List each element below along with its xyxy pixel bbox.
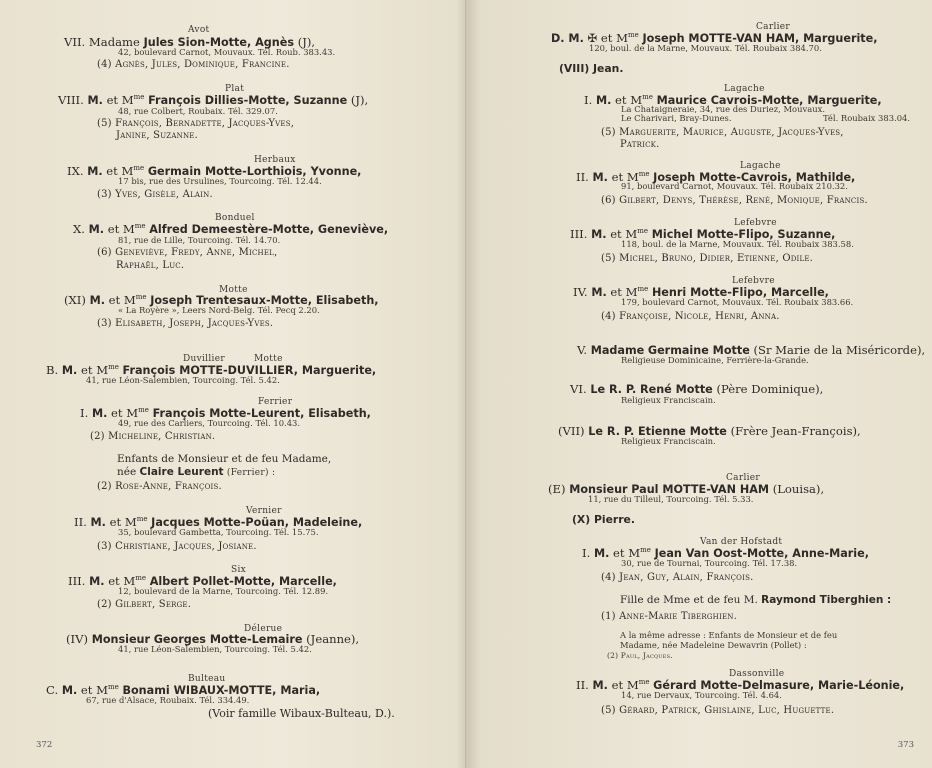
entry-heading: (VII) Le R. P. Etienne Motte (Frère Jean-François), [558,424,861,438]
maiden-name: Vernier [246,506,282,516]
note-line: Fille de Mme et de feu M. Raymond Tiberghien : [620,594,892,606]
entry-address: 30, rue de Tournai, Tourcoing. Tél. 17.38. [621,558,798,568]
children-list: (2) Paul, Jacques. [607,651,673,660]
children-list: (3) Elisabeth, Joseph, Jacques-Yves. [97,318,274,329]
children-list-cont: Janine, Suzanne. [116,130,198,141]
same-address-note: Madame, née Madeleine Dewavrin (Pollet) : [620,640,807,650]
entry-address: Religieux Franciscain. [621,436,716,446]
maiden-name: Lefebvre [734,218,777,228]
cross-icon: ✠ [587,31,598,45]
entry-phone: Tél. Roubaix 383.04. [823,113,911,123]
maiden-name: Carlier [726,473,761,483]
entry-address: 81, rue de Lille, Tourcoing. Tél. 14.70. [118,235,281,245]
entry-address: 14, rue Dervaux, Tourcoing. Tél. 4.64. [621,690,782,700]
maiden-name: Van der Hofstadt [700,537,783,547]
children-list: (4) Jean, Guy, Alain, François. [601,572,754,583]
entry-heading: IX. M. et $M^{me}$ Germain Motte-Lorthiois, Yvonne, [67,164,362,178]
entry-heading: II. M. et $M^{me}$ Gérard Motte-Delmasure, Marie-Léonie, [576,678,905,692]
children-list: (2) Gilbert, Serge. [97,599,192,610]
entry-address: 12, boulevard de la Marne, Tourcoing. Tél. 12.89. [118,586,329,596]
children-list: (6) Geneviève, Fredy, Anne, Michel, [97,247,278,258]
entry-address: 42, boulevard Carnot, Mouvaux. Tél. Roub. 383.43. [118,47,336,57]
children-list: (4) Agnès, Jules, Dominique, Francine. [97,59,290,70]
entry-address: Religieuse Dominicaine, Ferrière-la-Grande. [621,355,809,365]
children-list: (2) Micheline, Christian. [90,431,216,442]
children-list-cont: Patrick. [620,139,660,150]
page-number: 373 [897,740,914,750]
entry-heading: VIII. M. et $M^{me}$ François Dillies-Motte, Suzanne (J), [58,93,369,107]
entry-address: 91, boulevard Carnot, Mouvaux. Tél. Roubaix 210.32. [621,181,848,191]
children-list: (6) Gilbert, Denys, Thérèse, René, Monique, Francis. [601,195,868,206]
children-list: (5) Marguerite, Maurice, Auguste, Jacques-Yves, [601,127,844,138]
maiden-name: Carlier [756,22,791,32]
note-line: Enfants de Monsieur et de feu Madame, [117,453,332,465]
entry-address: 48, rue Colbert, Roubaix. Tél. 329.07. [118,106,278,116]
entry-address: 120, boul. de la Marne, Mouvaux. Tél. Roubaix 384.70. [589,43,822,53]
child-heading: (X) Pierre. [572,513,635,526]
child-heading: (VIII) Jean. [559,62,624,75]
entry-heading: V. Madame Germaine Motte (Sr Marie de la Miséricorde), [577,343,926,357]
entry-address: Religieux Franciscain. [621,395,716,405]
children-list: (3) Yves, Gisèle, Alain. [97,189,213,200]
note-line: née Claire Leurent (Ferrier) : [117,466,276,478]
entry-heading: III. M. et $M^{me}$ Albert Pollet-Motte, Marcelle, [68,574,337,588]
maiden-name: Lefebvre [732,276,775,286]
right-page [466,0,932,768]
maiden-name: Bulteau [188,674,226,684]
maiden-name: Herbaux [254,155,296,165]
entry-address: 41, rue Léon-Salembien, Tourcoing. Tél. 5.42. [86,375,280,385]
entry-heading: B. M. et $M^{me}$ François MOTTE-DUVILLIER, Marguerite, [46,363,377,377]
entry-address: 35, boulevard Gambetta, Tourcoing. Tél. 15.75. [118,527,319,537]
entry-address: 49, rue des Carliers, Tourcoing. Tél. 10.43. [118,418,301,428]
see-also-reference: (Voir famille Wibaux-Bulteau, D.). [208,707,395,720]
entry-heading: I. M. et $M^{me}$ Maurice Cavrois-Motte, Marguerite, [584,93,882,107]
entry-address: 41, rue Léon-Salembien, Tourcoing. Tél. 5.42. [118,644,312,654]
entry-address: 67, rue d'Alsace, Roubaix. Tél. 334.49. [86,695,250,705]
entry-address: 118, boul. de la Marne, Mouvaux. Tél. Roubaix 383.58. [621,239,854,249]
entry-address: La Chataigneraie, 34, rue des Duriez, Mouvaux. [621,104,825,114]
maiden-name: Lagache [724,84,765,94]
entry-heading: D. M. ✠ et $M^{me}$ Joseph MOTTE-VAN HAM, Marguerite, [551,31,878,45]
entry-heading: X. M. et $M^{me}$ Alfred Demeestère-Motte, Geneviève, [73,222,389,236]
page-number: 372 [36,740,53,750]
entry-heading: (XI) M. et $M^{me}$ Joseph Trentesaux-Motte, Elisabeth, [64,293,379,307]
maiden-name: Plat [225,84,245,94]
maiden-name: Bonduel [215,213,255,223]
entry-heading: VII. Madame Jules Sion-Motte, Agnès (J), [64,35,316,49]
entry-heading: (E) Monsieur Paul MOTTE-VAN HAM (Louisa), [548,482,825,496]
children-list: (3) Christiane, Jacques, Josiane. [97,541,257,552]
maiden-name: Ferrier [258,397,293,407]
entry-heading: III. M. et $M^{me}$ Michel Motte-Flipo, Suzanne, [570,227,836,241]
entry-heading: I. M. et $M^{me}$ François Motte-Leurent, Elisabeth, [80,406,371,420]
entry-heading: IV. M. et $M^{me}$ Henri Motte-Flipo, Marcelle, [573,285,829,299]
entry-heading: I. M. et $M^{me}$ Jean Van Oost-Motte, Anne-Marie, [582,546,869,560]
children-list: (4) Françoise, Nicole, Henri, Anna. [601,311,780,322]
same-address-note: A la même adresse : Enfants de Monsieur et de feu [620,630,838,640]
entry-heading: (IV) Monsieur Georges Motte-Lemaire (Jeanne), [66,632,360,646]
maiden-name: Motte [219,285,248,295]
maiden-name: Lagache [740,161,781,171]
children-list: (5) François, Bernadette, Jacques-Yves, [97,118,295,129]
maiden-name: Avot [188,25,210,35]
children-list: (5) Gérard, Patrick, Ghislaine, Luc, Huguette. [601,705,835,716]
children-list: (1) Anne-Marie Tiberghien. [601,611,737,622]
maiden-name: Duvillier [183,354,225,364]
entry-heading: II. M. et $M^{me}$ Jacques Motte-Poüan, Madeleine, [74,515,363,529]
maiden-name: Motte [254,354,283,364]
entry-address: 179, boulevard Carnot, Mouvaux. Tél. Roubaix 383.66. [621,297,854,307]
entry-address-line2: Le Charivari, Bray-Dunes. [621,113,732,123]
children-list: (5) Michel, Bruno, Didier, Etienne, Odile. [601,253,814,264]
entry-heading: II. M. et $M^{me}$ Joseph Motte-Cavrois, Mathilde, [576,170,856,184]
maiden-name: Dassonville [729,669,785,679]
maiden-name: Délerue [244,624,283,634]
entry-address: « La Royère », Leers Nord-Belg. Tél. Pecq 2.20. [118,305,320,315]
entry-heading: VI. Le R. P. René Motte (Père Dominique), [570,382,824,396]
maiden-name: Six [231,565,247,575]
entry-heading: C. M. et $M^{me}$ Bonami WIBAUX-MOTTE, Maria, [46,683,321,697]
children-list: (2) Rose-Anne, François. [97,481,222,492]
entry-address: 17 bis, rue des Ursulines, Tourcoing. Tél. 12.44. [118,176,322,186]
children-list-cont: Raphaël, Luc. [116,260,185,271]
entry-address: 11, rue du Tilleul, Tourcoing. Tél. 5.33. [588,494,754,504]
